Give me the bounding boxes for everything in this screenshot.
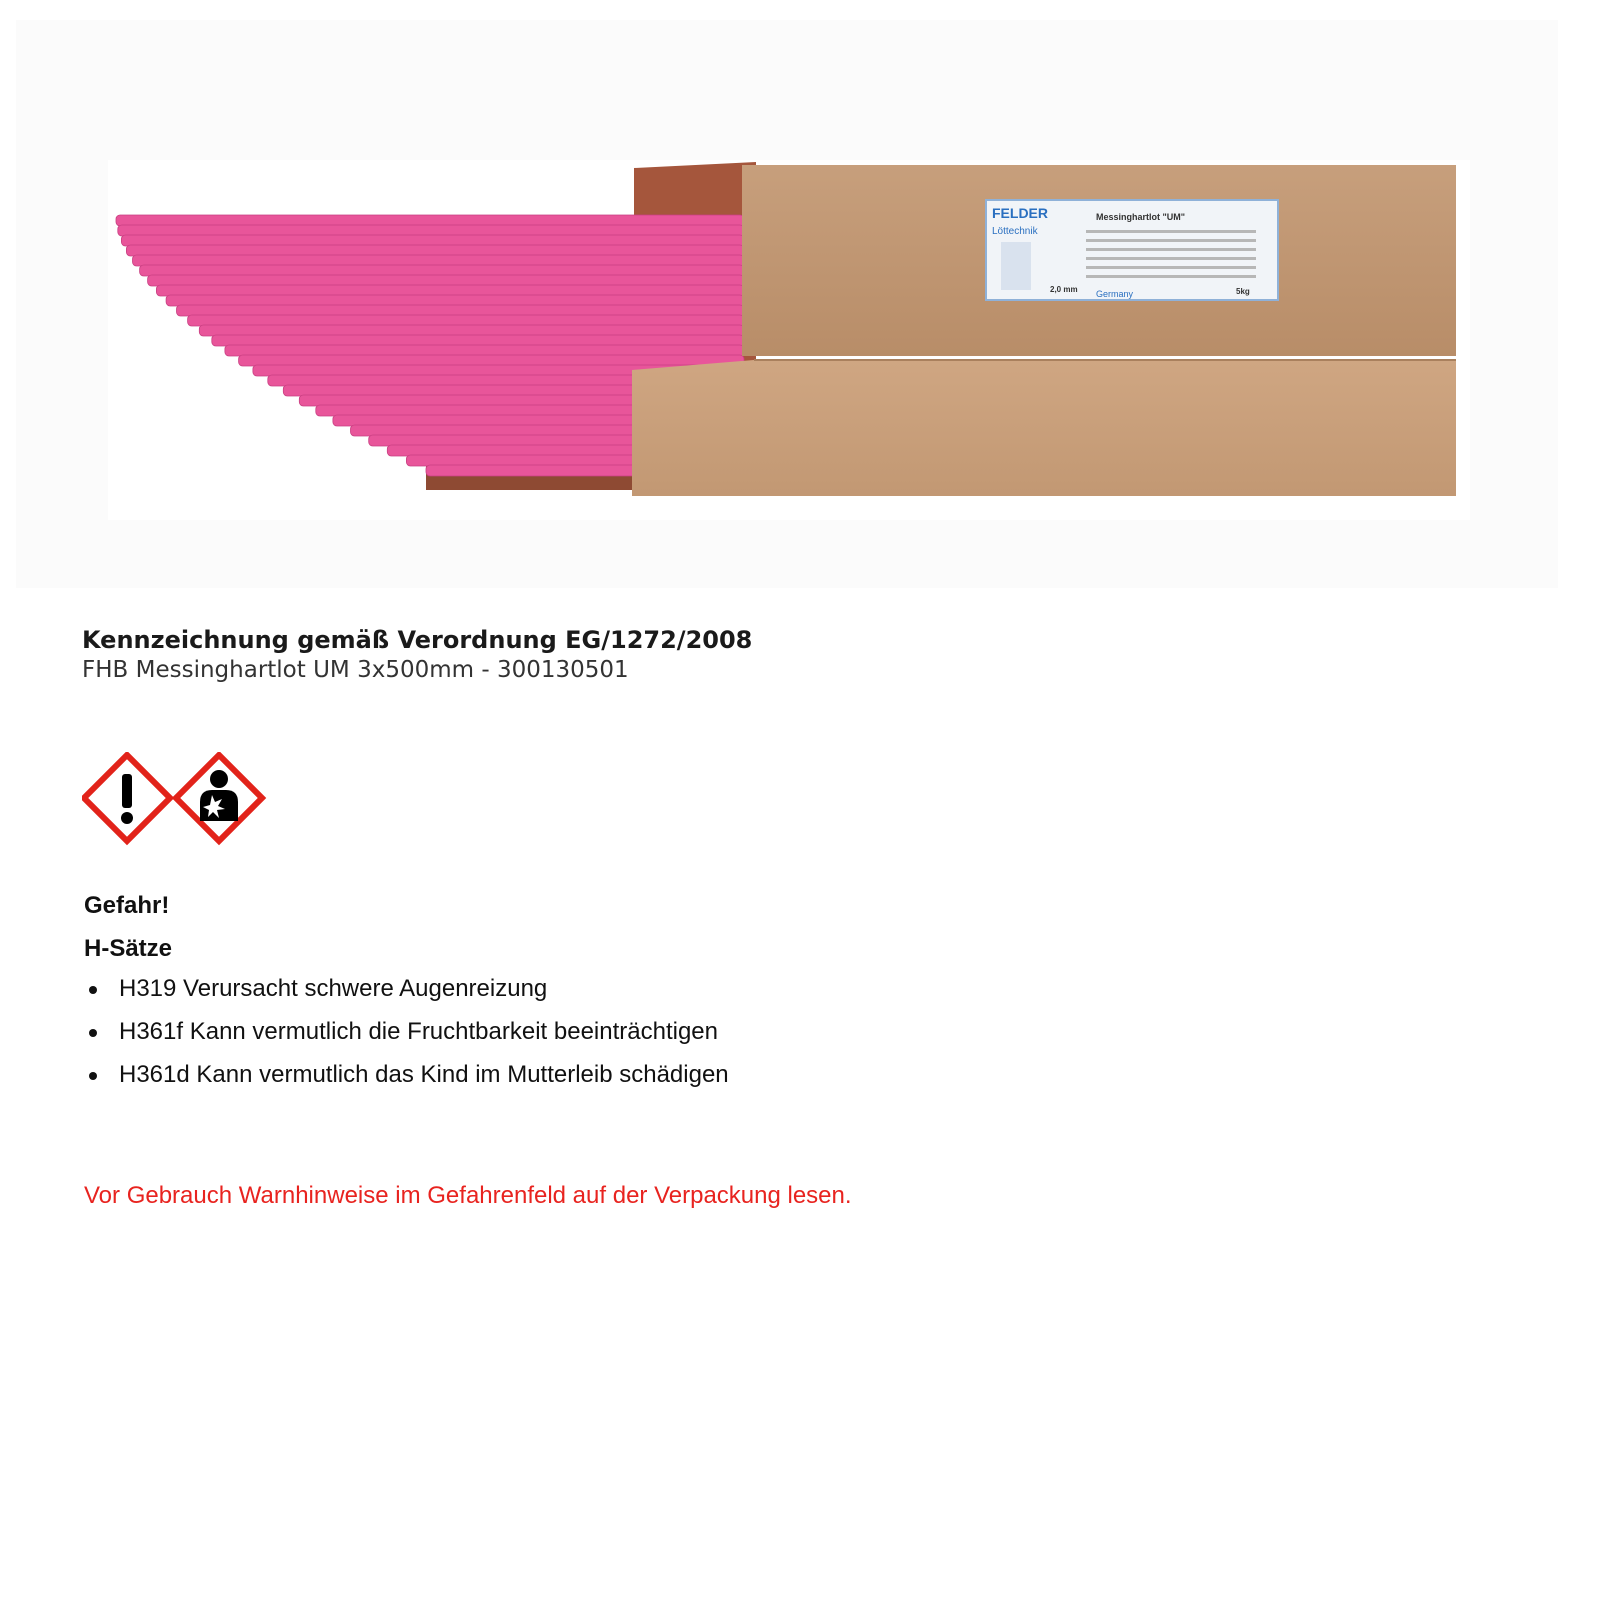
signal-word: Gefahr! <box>84 892 170 919</box>
h-statements-title: H-Sätze <box>84 935 173 962</box>
product-image <box>16 20 1558 588</box>
h-statement-text: H361f Kann vermutlich die Fruchtbarkeit beeinträchtigen <box>119 1018 718 1045</box>
list-item <box>84 975 729 1018</box>
welding-rod <box>212 335 744 346</box>
welding-rod <box>166 295 744 306</box>
bullet-icon <box>89 1072 97 1080</box>
product-label <box>986 200 1278 300</box>
warning-note: Vor Gebrauch Warnhinweise im Gefahrenfeld auf der Verpackung lesen. <box>84 1182 852 1209</box>
welding-rod <box>177 305 745 316</box>
product-subheading: FHB Messinghartlot UM 3x500mm - 300130501 <box>82 657 629 683</box>
bullet-icon <box>89 1029 97 1037</box>
health-hazard-icon <box>176 755 262 841</box>
label-product-name: Messinghartlot "UM" <box>1096 212 1186 222</box>
label-brand-sub: Löttechnik <box>992 226 1038 237</box>
label-brand: FELDER <box>992 205 1048 221</box>
label-origin: Germany <box>1096 289 1134 299</box>
welding-rod <box>239 355 744 366</box>
welding-rod <box>225 345 744 356</box>
ghs-pictograms <box>82 752 272 852</box>
welding-rod <box>199 325 744 336</box>
h-statement-text: H319 Verursacht schwere Augenreizung <box>119 975 548 1002</box>
h-statement-text: H361d Kann vermutlich das Kind im Mutterleib schädigen <box>119 1061 729 1088</box>
welding-rod <box>148 275 744 286</box>
welding-rod <box>140 265 744 276</box>
welding-rod <box>133 255 745 266</box>
welding-rod <box>121 235 744 246</box>
welding-rod <box>126 245 744 256</box>
list-item <box>84 1018 729 1061</box>
label-size: 2,0 mm <box>1050 285 1078 294</box>
label-weight: 5kg <box>1236 287 1250 296</box>
box-front-panel <box>632 360 1456 496</box>
welding-rod <box>118 225 744 236</box>
bullet-icon <box>89 986 97 994</box>
h-statements-list <box>84 975 729 1104</box>
list-item <box>84 1061 729 1104</box>
welding-rod <box>188 315 744 326</box>
welding-rod <box>116 215 744 226</box>
regulation-heading: Kennzeichnung gemäß Verordnung EG/1272/2008 <box>82 626 753 654</box>
welding-rod <box>156 285 744 296</box>
exclamation-mark-icon <box>84 755 170 841</box>
